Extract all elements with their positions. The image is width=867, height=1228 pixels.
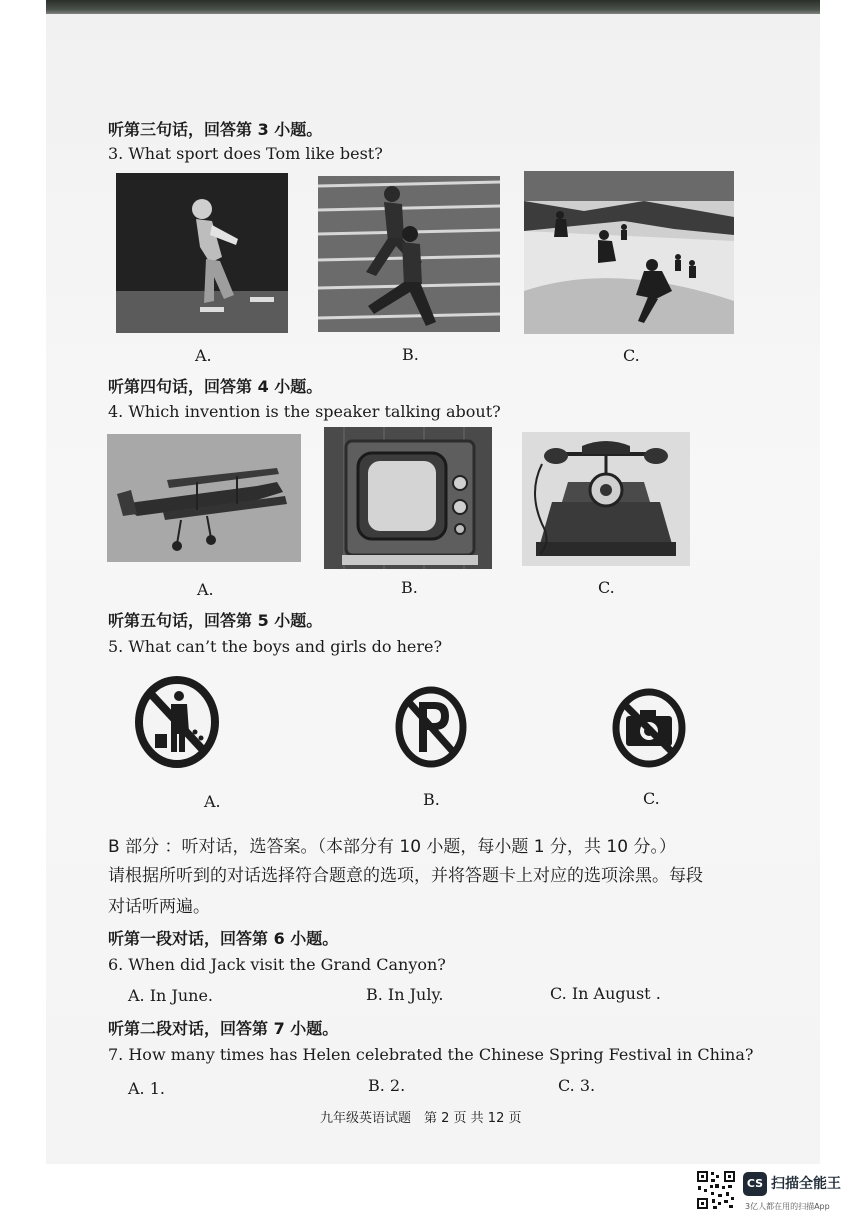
- question-6: 6. When did Jack visit the Grand Canyon?: [108, 955, 446, 974]
- dialogue-1-header: 听第一段对话，回答第 6 小题。: [108, 929, 339, 948]
- question-5: 5. What can’t the boys and girls do here?: [108, 637, 443, 656]
- scanner-brand-name: 扫描全能王: [771, 1176, 841, 1192]
- q7-option-b: B. 2.: [368, 1076, 406, 1095]
- biplane-photo: [107, 434, 301, 562]
- television-photo: [324, 427, 492, 569]
- q4-label-b: B.: [401, 578, 418, 597]
- skiers-photo: [524, 171, 734, 334]
- section-4-header: 听第四句话，回答第 4 小题。: [108, 377, 323, 396]
- question-7: 7. How many times has Helen celebrated the Chinese Spring Festival in China?: [108, 1045, 754, 1064]
- q3-label-c: C.: [623, 346, 640, 365]
- q7-option-c: C. 3.: [558, 1076, 596, 1095]
- section-3-header: 听第三句话，回答第 3 小题。: [108, 120, 323, 139]
- part-b-instruction-line-1: 请根据所听到的对话选择符合题意的选项，并将答题卡上对应的选项涂黑。每段: [108, 866, 703, 886]
- qr-code-icon: [696, 1170, 736, 1210]
- q6-option-b: B. In July.: [366, 985, 444, 1004]
- q6-option-a: A. In June.: [128, 986, 214, 1005]
- cs-logo-icon: CS: [743, 1172, 767, 1196]
- q5-label-c: C.: [643, 789, 660, 808]
- q6-option-c: C. In August .: [550, 984, 661, 1003]
- question-4: 4. Which invention is the speaker talking about?: [108, 402, 501, 421]
- q4-label-a: A.: [197, 580, 214, 599]
- section-5-header: 听第五句话，回答第 5 小题。: [108, 611, 323, 630]
- runners-photo: [318, 176, 500, 332]
- no-photography-icon: [610, 686, 688, 770]
- q7-option-a: A. 1.: [128, 1079, 165, 1098]
- telephone-photo: [522, 432, 690, 566]
- question-3: 3. What sport does Tom like best?: [108, 144, 383, 163]
- q3-label-a: A.: [195, 346, 212, 365]
- page-footer: 九年级英语试题 第 2 页 共 12 页: [320, 1111, 522, 1126]
- q4-label-c: C.: [598, 578, 615, 597]
- q5-label-b: B.: [423, 790, 440, 809]
- no-littering-icon: [133, 674, 221, 770]
- no-parking-icon: [393, 684, 469, 770]
- part-b-instruction-line-2: 对话听两遍。: [108, 897, 210, 917]
- dialogue-2-header: 听第二段对话，回答第 7 小题。: [108, 1019, 339, 1038]
- part-b-title: B 部分 ：听对话，选答案。（本部分有 10 小题，每小题 1 分，共 10 分。）: [108, 837, 676, 857]
- q5-label-a: A.: [204, 792, 221, 811]
- scanner-tagline: 3亿人都在用的扫描App: [745, 1202, 830, 1211]
- q3-label-b: B.: [402, 345, 419, 364]
- roller-skater-photo: [116, 173, 288, 333]
